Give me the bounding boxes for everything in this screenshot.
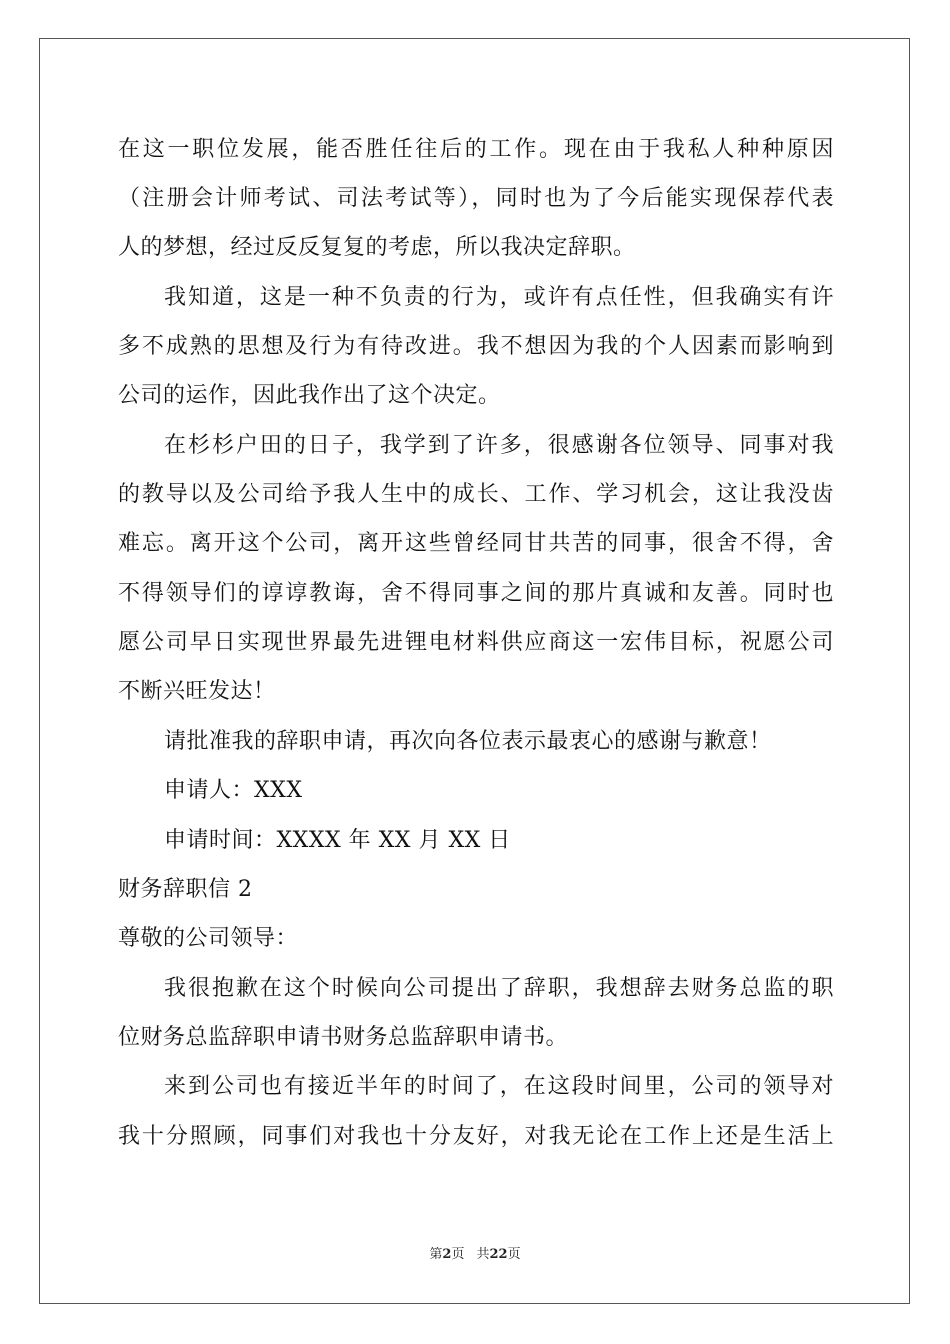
- salutation: 尊敬的公司领导：: [118, 926, 299, 951]
- text-line: 在这一职位发展，能否胜任往后的工作。现在由于我私人种种原因: [118, 137, 834, 162]
- text-line: 愿公司早日实现世界最先进锂电材料供应商这一宏伟目标，祝愿公司: [118, 630, 834, 655]
- total-page-number: 22: [489, 1247, 508, 1262]
- page-footer: [0, 1246, 950, 1264]
- text-line: 不断兴旺发达！: [118, 679, 276, 704]
- page-border: [39, 38, 910, 1304]
- paragraph-first-line: 我很抱歉在这个时候向公司提出了辞职，我想辞去财务总监的职: [164, 976, 834, 1001]
- current-page-number: 2: [442, 1247, 452, 1262]
- total-prefix: 共: [476, 1247, 490, 1262]
- page-prefix: 第: [429, 1247, 443, 1262]
- closing-request: 请批准我的辞职申请，再次向各位表示最衷心的感谢与歉意！: [164, 729, 772, 754]
- text-line: 我十分照顾，同事们对我也十分友好，对我无论在工作上还是生活上: [118, 1124, 834, 1149]
- paragraph-first-line: 我知道，这是一种不负责的行为，或许有点任性，但我确实有许: [164, 285, 834, 310]
- text-line: 公司的运作，因此我作出了这个决定。: [118, 383, 501, 408]
- paragraph-first-line: 在杉杉户田的日子，我学到了许多，很感谢各位领导、同事对我: [164, 433, 834, 458]
- text-line: （注册会计师考试、司法考试等），同时也为了今后能实现保荐代表: [118, 186, 834, 211]
- text-line: 难忘。离开这个公司，离开这些曾经同甘共苦的同事，很舍不得，舍: [118, 531, 834, 556]
- applicant-line: 申请人：XXX: [164, 778, 303, 803]
- text-line: 人的梦想，经过反反复复的考虑，所以我决定辞职。: [118, 235, 636, 260]
- section-title: 财务辞职信 2: [118, 877, 253, 902]
- text-line: 的教导以及公司给予我人生中的成长、工作、学习机会，这让我没齿: [118, 482, 834, 507]
- text-line: 不得领导们的谆谆教诲，舍不得同事之间的那片真诚和友善。同时也: [118, 581, 834, 606]
- text-line: 位财务总监辞职申请书财务总监辞职申请书。: [118, 1025, 569, 1050]
- page-suffix: 页: [451, 1247, 465, 1262]
- total-suffix: 页: [507, 1247, 521, 1262]
- text-line: 多不成熟的思想及行为有待改进。我不想因为我的个人因素而影响到: [118, 334, 834, 359]
- application-date-line: 申请时间：XXXX 年 XX 月 XX 日: [164, 828, 511, 853]
- paragraph-first-line: 来到公司也有接近半年的时间了，在这段时间里，公司的领导对: [164, 1074, 834, 1099]
